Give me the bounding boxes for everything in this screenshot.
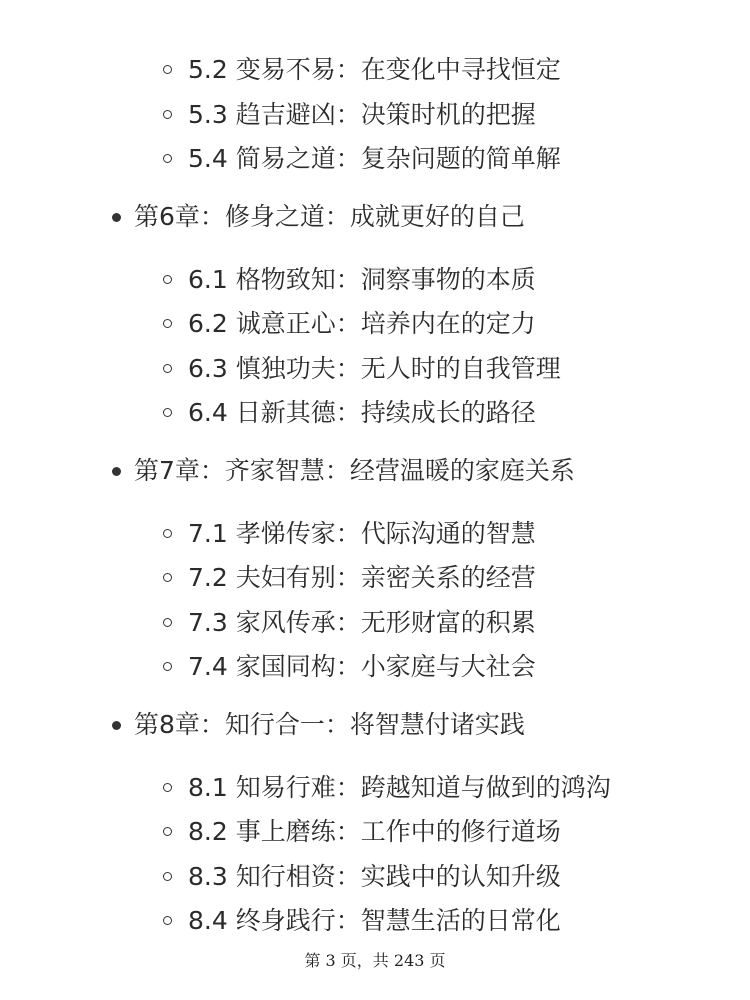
toc-item-6-4 <box>0 391 750 436</box>
toc-item-5-3 <box>0 93 750 138</box>
hollow-bullet-icon <box>163 916 172 925</box>
chapter-title: 第7章：齐家智慧：经营温暖的家庭关系 <box>134 455 575 485</box>
hollow-bullet-icon <box>163 364 172 373</box>
chapter-5-continued <box>0 48 750 182</box>
hollow-bullet-icon <box>163 65 172 74</box>
toc-item-8-4 <box>0 899 750 944</box>
toc-item-label: 8.2 事上磨练：工作中的修行道场 <box>188 817 561 846</box>
toc-item-7-2 <box>0 556 750 601</box>
chapter-title: 第6章：修身之道：成就更好的自己 <box>134 201 525 231</box>
page-number-footer: 第 3 页，共 243 页 <box>304 951 446 970</box>
hollow-bullet-icon <box>163 154 172 163</box>
toc-item-8-3 <box>0 855 750 900</box>
chapter-6 <box>0 188 750 436</box>
hollow-bullet-icon <box>163 529 172 538</box>
toc-item-6-3 <box>0 347 750 392</box>
toc-item-label: 7.2 夫妇有别：亲密关系的经营 <box>188 563 536 592</box>
chapter-title: 第8章：知行合一：将智慧付诸实践 <box>134 709 525 739</box>
toc-item-label: 6.1 格物致知：洞察事物的本质 <box>188 264 536 294</box>
toc-item-8-1 <box>0 766 750 811</box>
toc-item-6-2 <box>0 302 750 347</box>
hollow-bullet-icon <box>163 872 172 881</box>
hollow-bullet-icon <box>163 110 172 119</box>
filled-bullet-icon <box>112 721 121 730</box>
toc-item-label: 5.3 趋吉避凶：决策时机的把握 <box>188 99 536 129</box>
toc-item-7-1 <box>0 512 750 557</box>
toc-item-7-4 <box>0 645 750 690</box>
chapter-8 <box>0 696 750 944</box>
hollow-bullet-icon <box>163 662 172 671</box>
toc-item-label: 6.4 日新其德：持续成长的路径 <box>188 398 536 427</box>
toc-item-label: 8.3 知行相资：实践中的认知升级 <box>188 861 561 891</box>
filled-bullet-icon <box>112 213 121 222</box>
toc-item-6-1 <box>0 258 750 303</box>
chapter-heading-7 <box>0 442 750 500</box>
toc-item-label: 5.4 简易之道：复杂问题的简单解 <box>188 144 561 173</box>
hollow-bullet-icon <box>163 408 172 417</box>
toc-item-label: 5.2 变易不易：在变化中寻找恒定 <box>188 55 561 84</box>
toc-item-label: 6.3 慎独功夫：无人时的自我管理 <box>188 353 561 383</box>
table-of-contents <box>0 48 750 944</box>
hollow-bullet-icon <box>163 827 172 836</box>
hollow-bullet-icon <box>163 783 172 792</box>
hollow-bullet-icon <box>163 618 172 627</box>
toc-item-label: 7.1 孝悌传家：代际沟通的智慧 <box>188 518 536 548</box>
toc-item-5-4 <box>0 137 750 182</box>
chapter-heading-6 <box>0 188 750 246</box>
toc-item-label: 8.1 知易行难：跨越知道与做到的鸿沟 <box>188 772 611 802</box>
hollow-bullet-icon <box>163 573 172 582</box>
toc-item-7-3 <box>0 601 750 646</box>
hollow-bullet-icon <box>163 275 172 284</box>
toc-item-8-2 <box>0 810 750 855</box>
chapter-heading-8 <box>0 696 750 754</box>
toc-item-label: 6.2 诚意正心：培养内在的定力 <box>188 309 536 338</box>
filled-bullet-icon <box>112 467 121 476</box>
chapter-7 <box>0 442 750 690</box>
toc-item-5-2 <box>0 48 750 93</box>
toc-item-label: 8.4 终身践行：智慧生活的日常化 <box>188 906 561 935</box>
hollow-bullet-icon <box>163 319 172 328</box>
toc-item-label: 7.4 家国同构：小家庭与大社会 <box>188 652 536 681</box>
toc-item-label: 7.3 家风传承：无形财富的积累 <box>188 607 536 637</box>
